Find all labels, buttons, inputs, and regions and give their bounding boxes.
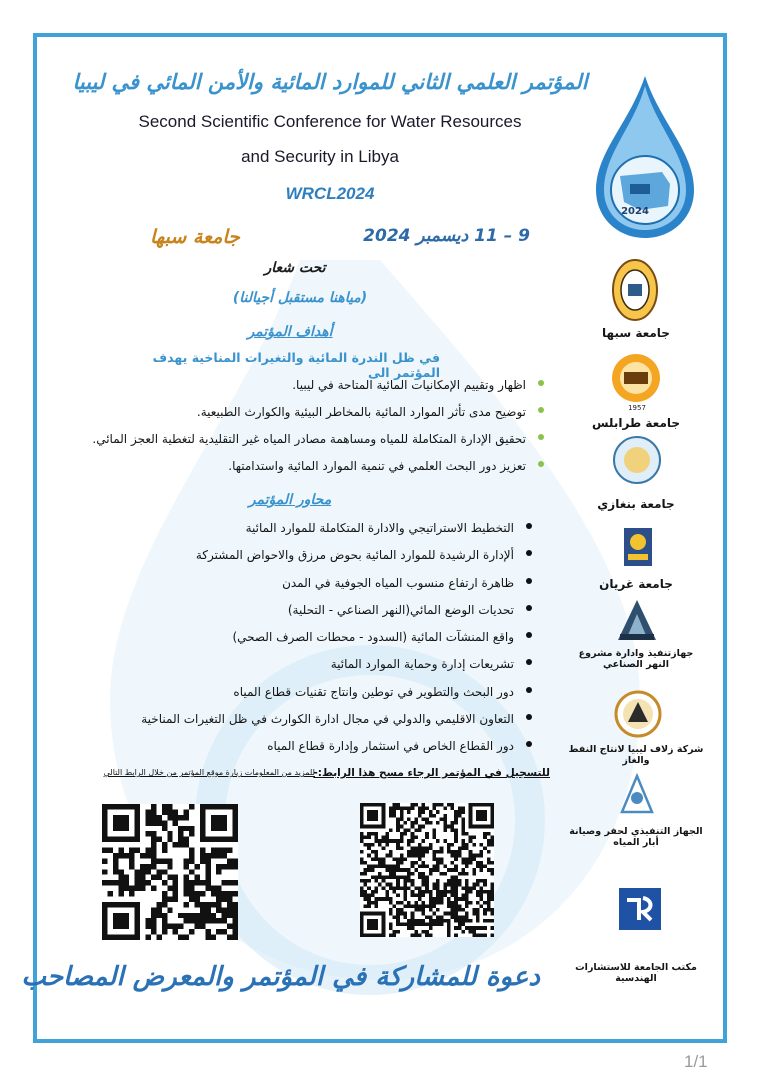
bullet-icon xyxy=(526,550,532,556)
list-item: توضيح مدى تأثر الموارد المائية بالمخاطر البيئية والكوارث الطبيعية. xyxy=(50,402,548,429)
motto-label: تحت شعار xyxy=(264,260,326,276)
list-item: اظهار وتقييم الإمكانيات المائية المتاحة في ليبيا. xyxy=(50,375,548,402)
list-item: تعزيز دور البحث العلمي في تنمية الموارد المائية واستدامتها. xyxy=(50,456,548,483)
tripoli-university-logo xyxy=(610,352,662,408)
axes-heading: محاور المؤتمر xyxy=(248,492,332,508)
bullet-icon xyxy=(526,687,532,693)
registration-scan-text: للتسجيل في المؤتمر الرجاء مسح هذا الرابط:- xyxy=(313,767,550,779)
emblem-year: 2024 xyxy=(621,206,649,217)
list-item: تحقيق الإدارة المتكاملة للمياه ومساهمة مصادر المياه غير التقليدية لتغطية العجز المائي. xyxy=(50,429,548,456)
goals-heading: أهداف المؤتمر xyxy=(247,324,333,340)
list-item: ظاهرة ارتفاع منسوب المياه الجوفية في المدن xyxy=(80,573,536,600)
sponsor-label: جامعة سبها xyxy=(602,326,670,340)
conference-dates: 9 – 11 ديسمبر 2024 xyxy=(363,226,530,246)
bullet-icon xyxy=(538,461,544,467)
sponsor-label: شركة زلاف ليبيا لانتاج النفط والغاز xyxy=(568,744,704,766)
goals-list xyxy=(50,375,548,483)
tripoli-year: 1957 xyxy=(628,404,646,412)
sponsor-label: جامعة طرابلس xyxy=(591,416,681,430)
sponsor-label: جامعة غريان xyxy=(599,577,673,591)
list-item: تشريعات إدارة وحماية الموارد المائية xyxy=(80,654,536,681)
gharyan-university-logo xyxy=(618,524,658,570)
registration-qr-code[interactable] xyxy=(360,803,494,937)
list-item: التخطيط الاستراتيجي والادارة المتكاملة للموارد المائية xyxy=(80,518,536,545)
bullet-icon xyxy=(538,407,544,413)
invitation-banner: دعوة للمشاركة في المؤتمر والمعرض المصاحب xyxy=(21,962,540,992)
host-university: جامعة سبها xyxy=(150,226,240,248)
conference-code: WRCL2024 xyxy=(285,184,375,203)
engineering-consultancy-logo xyxy=(617,886,663,932)
bullet-icon xyxy=(526,741,532,747)
sponsor-label: الجهاز التنفيذي لحفر وصيانة أبار المياه xyxy=(569,826,703,848)
sebha-university-logo xyxy=(610,258,660,322)
bullet-icon xyxy=(538,434,544,440)
title-arabic: المؤتمر العلمي الثاني للموارد المائية والأمن المائي في ليبيا xyxy=(72,70,588,94)
list-item: دور القطاع الخاص في استثمار وإدارة قطاع المياه xyxy=(80,736,536,763)
water-wells-authority-logo xyxy=(616,772,658,820)
list-item: التعاون الاقليمي والدولي في مجال ادارة الكوارث في ظل التغيرات المناخية xyxy=(80,709,536,736)
benghazi-university-logo xyxy=(612,432,662,488)
goals-intro: في ظل الندرة المائية والتغيرات المناخية يهدف المؤتمر الى xyxy=(152,350,440,380)
bullet-icon xyxy=(526,714,532,720)
bullet-icon xyxy=(526,632,532,638)
axes-list xyxy=(80,518,536,764)
zallaf-oil-company-logo xyxy=(614,688,662,740)
motto: (مياهنا مستقبل أجيالنا) xyxy=(232,290,368,306)
title-english-line1: Second Scientific Conference for Water Resources xyxy=(138,112,522,131)
sponsor-label: جامعة بنغازي xyxy=(597,497,675,511)
list-item: دور البحث والتطوير في توطين وانتاج تقنيات قطاع المياه xyxy=(80,682,536,709)
sponsor-label: مكتب الجامعة للاستشارات الهندسية xyxy=(575,962,697,984)
list-item: واقع المنشآت المائية (السدود - محطات الصرف الصحي) xyxy=(80,627,536,654)
page-indicator: 1/1 xyxy=(684,1052,708,1071)
website-qr-code[interactable] xyxy=(102,804,238,940)
list-item: ألإدارة الرشيدة للموارد المائية بحوض مرزق والاحواض المشتركة xyxy=(80,545,536,572)
bullet-icon xyxy=(538,380,544,386)
title-english-line2: and Security in Libya xyxy=(241,147,399,166)
sponsor-label: جهازتنفيذ وادارة مشروع النهر الصناعي xyxy=(578,648,694,670)
great-manmade-river-logo xyxy=(614,596,660,644)
list-item: تحديات الوضع المائي(النهر الصناعي - التحلية) xyxy=(80,600,536,627)
bullet-icon xyxy=(526,523,532,529)
more-info-text: للمزيد من المعلومات زيارة موقع المؤتمر من خلال الرابط التالي xyxy=(103,768,315,777)
bullet-icon xyxy=(526,605,532,611)
bullet-icon xyxy=(526,578,532,584)
bullet-icon xyxy=(526,659,532,665)
